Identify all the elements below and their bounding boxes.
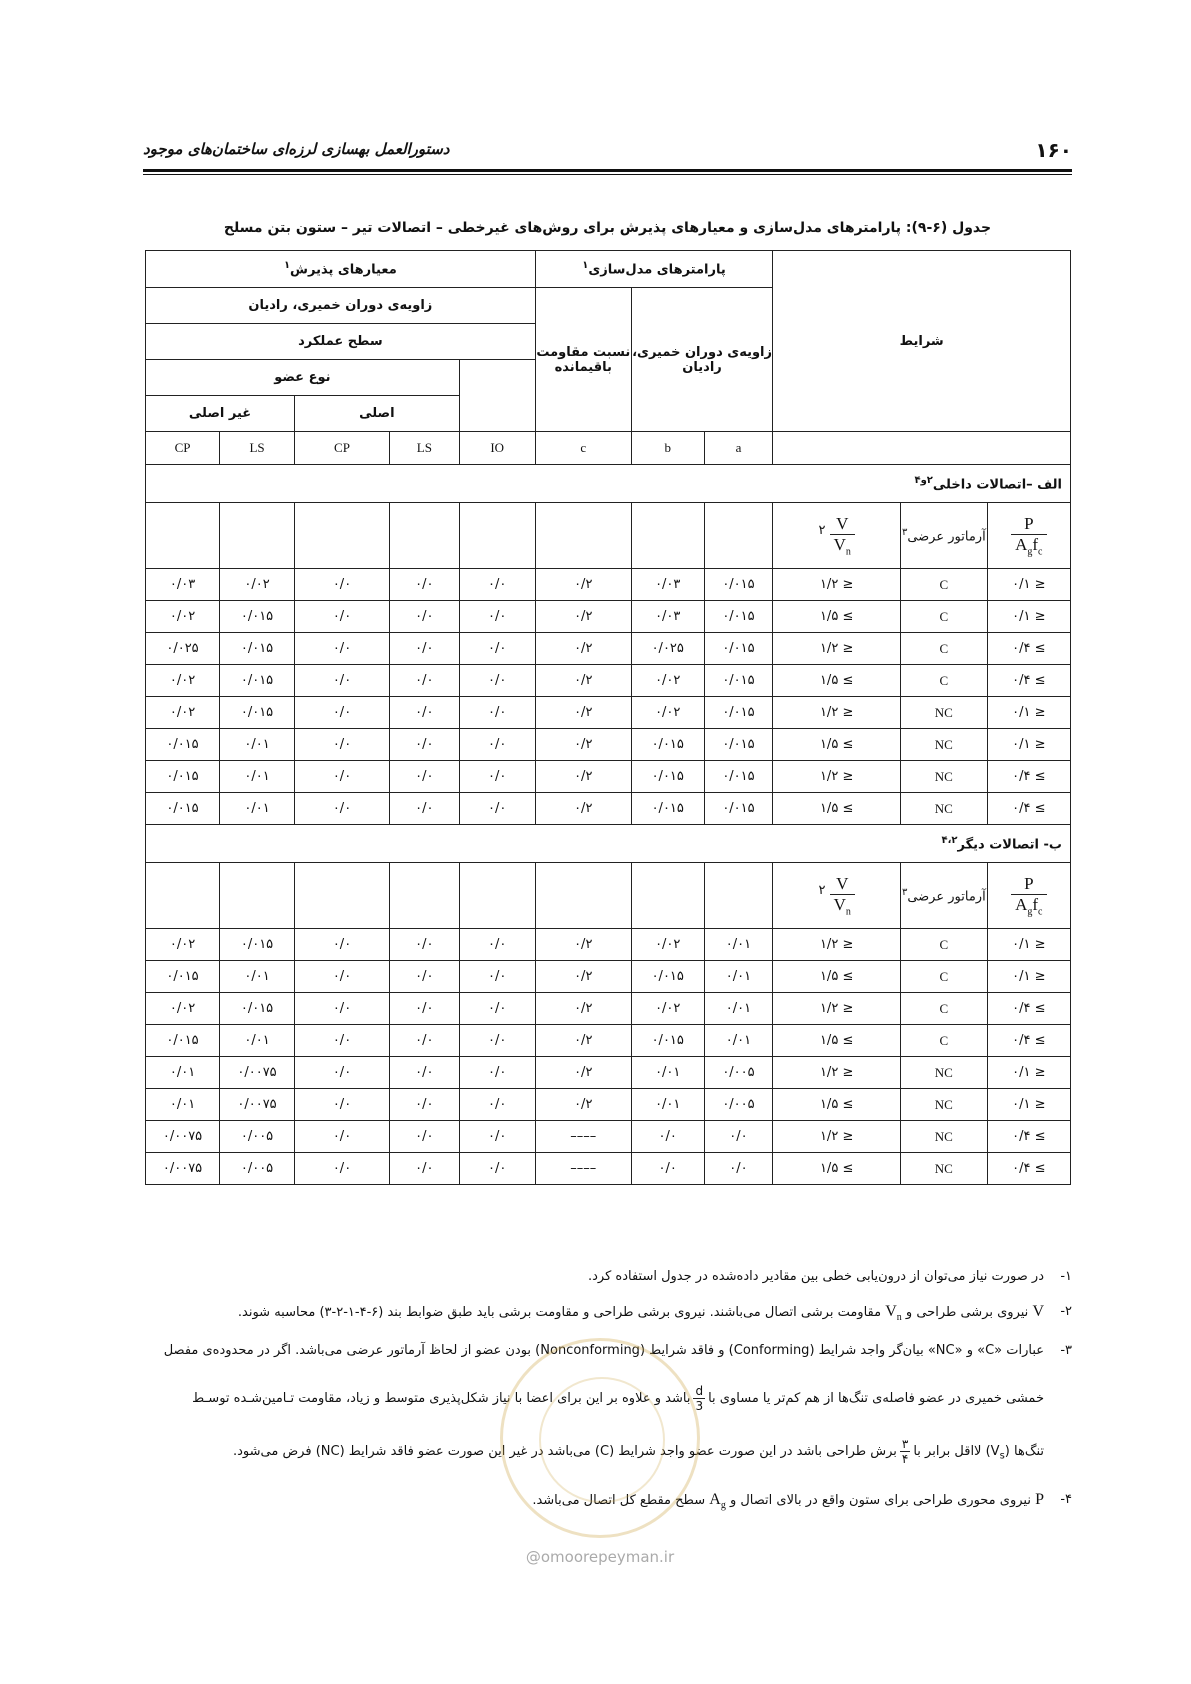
cell-io: ۰/۰ [459,961,535,993]
col-c: c [535,432,631,465]
cell-cp1: ۰/۰ [295,633,390,665]
cell-cp1: ۰/۰ [295,761,390,793]
conditions-header: شرایط [773,251,1071,432]
header-rule-thin [143,174,1072,175]
cell-cp1: ۰/۰ [295,1121,390,1153]
table-row [146,569,1071,601]
blank-cell [295,503,390,569]
cell-ls2: ۰/۰۰۷۵ [220,1089,295,1121]
cell-trans: NC [901,1153,988,1185]
cell-ls1: ۰/۰ [390,729,460,761]
cell-cp1: ۰/۰ [295,665,390,697]
cell-a: ۰/۰۱۵ [704,633,773,665]
cell-trans: C [901,601,988,633]
cell-p: ≥ ۰/۴ [987,1121,1070,1153]
cell-cp2: ۰/۰۲۵ [146,633,220,665]
cell-ls1: ۰/۰ [390,1089,460,1121]
cell-trans: NC [901,1057,988,1089]
cell-io: ۰/۰ [459,697,535,729]
cell-io: ۰/۰ [459,1057,535,1089]
footnote-3: ۳- عبارات «C» و «NC» بیان‌گر واجد شرایط (Conforming) و فاقد شرایط (Nonconforming) بودن عضو از لحاظ آرماتور عرضی می‌باشد. اگر در محدوده‌ی مفصل خمشی خمیری در عضو فاصله‌ی تنگ‌ها از هم کم‌تر یا مساوی با $\frac{d}{3}$ باشد و علاوه بر این برای اعضا با نیاز شکل‌پذیری متوسط و زیاد، مقاومت تـامین‌شـده توسـط تنگ‌ها $(V_s)$ لااقل برابر با ۳ ۴ برش طراحی باشد در این صورت عضو واجد شرایط (C) می‌باشد در غیر این صورت عضو فاقد شرایط (NC) فرض می‌شود. [163,1343,1072,1467]
blank-cell [535,863,631,929]
cell-v: ≥ ۱/۵ [773,1025,901,1057]
table-row [146,961,1071,993]
footnote-4: ۴- P نیروی محوری طراحی برای ستون واقع در بالای اتصال و $A_g$ سطح مقطع کل اتصال می‌باشد. [532,1491,1072,1512]
cell-cp1: ۰/۰ [295,1025,390,1057]
blank-cell [459,863,535,929]
cell-ls2: ۰/۰۱ [220,729,295,761]
cell-p: ≥ ۰/۴ [987,633,1070,665]
plastic-rotation-header: زاویه‌ی دوران خمیری، رادیان [631,288,772,432]
cell-ls2: ۰/۰۱ [220,961,295,993]
acceptance-header: معیارهای پذیرش$^۱$ [146,251,536,288]
cell-p: ≥ ۰/۴ [987,1025,1070,1057]
cell-a: ۰/۰۱۵ [704,665,773,697]
table-row [146,761,1071,793]
cell-cp1: ۰/۰ [295,569,390,601]
cell-io: ۰/۰ [459,1121,535,1153]
blank-cell [220,503,295,569]
cell-ls2: ۰/۰۱۵ [220,633,295,665]
cell-ls1: ۰/۰ [390,793,460,825]
table-row [146,1153,1071,1185]
cell-b: ۰/۰۱۵ [631,761,704,793]
cell-a: ۰/۰۱ [704,993,773,1025]
cell-io: ۰/۰ [459,569,535,601]
cell-ls1: ۰/۰ [390,633,460,665]
cell-a: ۰/۰۱۵ [704,761,773,793]
section-a-title: الف –اتصالات داخلی$^{۲و۴}$ [146,465,1071,503]
cell-ls2: ۰/۰۲ [220,569,295,601]
cell-ls2: ۰/۰۱۵ [220,601,295,633]
cell-a: ۰/۰۱ [704,1025,773,1057]
cell-a: ۰/۰۱۵ [704,569,773,601]
cell-io: ۰/۰ [459,993,535,1025]
cell-c: ۰/۲ [535,793,631,825]
cell-cp2: ۰/۰۱ [146,1057,220,1089]
cell-a: ۰/۰۱۵ [704,729,773,761]
blank-cell [146,503,220,569]
cell-trans: NC [901,1121,988,1153]
col-ls-primary: LS [390,432,460,465]
cell-b: ۰/۰۱ [631,1089,704,1121]
cell-cp1: ۰/۰ [295,729,390,761]
cell-trans: NC [901,729,988,761]
table-row [146,929,1071,961]
subheader-row [146,863,1071,929]
cell-cp2: ۰/۰۲ [146,601,220,633]
watermark-seal [500,1338,700,1538]
performance-level-header: سطح عملکرد [146,324,536,360]
cell-cp2: ۰/۰۱۵ [146,793,220,825]
running-title: دستورالعمل بهسازی لرزه‌ای ساختمان‌های موجود [143,140,450,158]
cell-cp1: ۰/۰ [295,601,390,633]
cell-io: ۰/۰ [459,1089,535,1121]
cell-ls1: ۰/۰ [390,1121,460,1153]
cell-io: ۰/۰ [459,1153,535,1185]
cell-cp1: ۰/۰ [295,1057,390,1089]
cell-c: ۰/۲ [535,601,631,633]
cell-c: ۰/۲ [535,761,631,793]
col-ls-secondary: LS [220,432,295,465]
cell-a: ۰/۰۱۵ [704,601,773,633]
footnote-1: ۱- در صورت نیاز می‌توان از درون‌یابی خطی بین مقادیر داده‌شده در جدول استفاده کرد. [587,1269,1072,1284]
cell-cp2: ۰/۰۰۷۵ [146,1153,220,1185]
table-caption: جدول (۶-۹): پارامترهای مدل‌سازی و معیارهای پذیرش برای روش‌های غیرخطی – اتصالات تیر – ستون بتن مسلح [223,220,992,236]
cell-v: ≤ ۱/۲ [773,1057,901,1089]
conditions-blank [773,432,1071,465]
cell-cp2: ۰/۰۱۵ [146,761,220,793]
cell-b: ۰/۰۲ [631,665,704,697]
cell-ls1: ۰/۰ [390,1057,460,1089]
cell-p: ≤ ۰/۱ [987,601,1070,633]
cell-p: ≥ ۰/۴ [987,993,1070,1025]
page-header [143,138,1072,168]
member-type-header: نوع عضو [146,360,460,396]
blank-cell [459,503,535,569]
table-row [146,1057,1071,1089]
blank-cell [390,863,460,929]
cell-cp1: ۰/۰ [295,697,390,729]
section-b-title: ب- اتصالات دیگر$^{۴،۲}$ [146,825,1071,863]
watermark-text: @omoorepeyman.ir [525,1548,675,1566]
cell-v: ≥ ۱/۵ [773,1153,901,1185]
cell-io: ۰/۰ [459,929,535,961]
cell-trans: C [901,665,988,697]
cell-io: ۰/۰ [459,729,535,761]
transverse-reinforcement-header: آرماتور عرضی$^۳$ [901,863,988,929]
modeling-params-header: پارامترهای مدل‌سازی$^۱$ [535,251,773,288]
cell-cp1: ۰/۰ [295,993,390,1025]
secondary-header: غیر اصلی [146,396,295,432]
cell-a: ۰/۰۱ [704,929,773,961]
cell-v: ≥ ۱/۵ [773,961,901,993]
fraction-d-over-3: $\frac{d}{3}$ [695,1384,704,1414]
col-io: IO [459,432,535,465]
cell-v: ≥ ۱/۵ [773,729,901,761]
table-row [146,697,1071,729]
cell-p: ≥ ۰/۴ [987,793,1070,825]
cell-trans: NC [901,697,988,729]
cell-v: ≤ ۱/۲ [773,993,901,1025]
cell-v: ≤ ۱/۲ [773,929,901,961]
cell-p: ≤ ۰/۱ [987,961,1070,993]
cell-b: ۰/۰۱۵ [631,793,704,825]
blank-cell [535,503,631,569]
cell-trans: NC [901,1089,988,1121]
acceptance-rotation-header: زاویه‌ی دوران خمیری، رادیان [146,288,536,324]
cell-trans: C [901,993,988,1025]
cell-b: ۰/۰ [631,1153,704,1185]
shear-ratio-header: $\frac{V}{V_n}$ $^۲$ [773,863,901,929]
cell-c: ۰/۲ [535,1089,631,1121]
col-cp-secondary: CP [146,432,220,465]
cell-io: ۰/۰ [459,793,535,825]
cell-trans: NC [901,761,988,793]
cell-v: ≤ ۱/۲ [773,569,901,601]
cell-p: ≤ ۰/۱ [987,697,1070,729]
cell-c: –––– [535,1153,631,1185]
cell-ls1: ۰/۰ [390,569,460,601]
cell-trans: C [901,633,988,665]
cell-trans: C [901,961,988,993]
cell-a: ۰/۰۱۵ [704,793,773,825]
cell-a: ۰/۰۰۵ [704,1057,773,1089]
table-row [146,1025,1071,1057]
cell-cp2: ۰/۰۲ [146,993,220,1025]
cell-cp2: ۰/۰۲ [146,697,220,729]
blank-cell [704,863,773,929]
page-number: ۱۶۰ [1035,138,1072,162]
cell-p: ≤ ۰/۱ [987,1057,1070,1089]
shear-ratio-header: $\frac{V}{V_n}$ $^۲$ [773,503,901,569]
cell-ls2: ۰/۰۱ [220,793,295,825]
cell-a: ۰/۰۰۵ [704,1089,773,1121]
cell-cp2: ۰/۰۰۷۵ [146,1121,220,1153]
cell-p: ≤ ۰/۱ [987,1089,1070,1121]
col-cp-primary: CP [295,432,390,465]
blank-cell [631,863,704,929]
primary-header: اصلی [295,396,460,432]
cell-v: ≤ ۱/۲ [773,633,901,665]
cell-c: ۰/۲ [535,665,631,697]
cell-b: ۰/۰۳ [631,601,704,633]
table-row [146,601,1071,633]
cell-p: ≤ ۰/۱ [987,929,1070,961]
table-row [146,1089,1071,1121]
cell-io: ۰/۰ [459,761,535,793]
cell-v: ≥ ۱/۵ [773,793,901,825]
blank-cell [631,503,704,569]
cell-c: ۰/۲ [535,961,631,993]
cell-io: ۰/۰ [459,665,535,697]
cell-b: ۰/۰۱۵ [631,729,704,761]
table-row [146,793,1071,825]
cell-c: ۰/۲ [535,697,631,729]
cell-c: ۰/۲ [535,633,631,665]
section-a-body [146,503,1071,825]
cell-ls2: ۰/۰۱۵ [220,697,295,729]
footnote-2: ۲- V نیروی برشی طراحی و $V_n$ مقاومت برشی اتصال می‌باشند. نیروی برشی طراحی و مقاومت برشی باید طبق ضوابط بند (۶-۴-۱-۲-۳) محاسبه شوند. [237,1303,1072,1324]
cell-cp2: ۰/۰۱ [146,1089,220,1121]
transverse-reinforcement-header: آرماتور عرضی$^۳$ [901,503,988,569]
cell-cp2: ۰/۰۱۵ [146,729,220,761]
cell-ls2: ۰/۰۰۵ [220,1153,295,1185]
cell-cp2: ۰/۰۲ [146,929,220,961]
table-row [146,729,1071,761]
cell-ls2: ۰/۰۱۵ [220,665,295,697]
cell-trans: C [901,1025,988,1057]
cell-cp2: ۰/۰۱۵ [146,961,220,993]
cell-cp1: ۰/۰ [295,929,390,961]
cell-b: ۰/۰۲ [631,697,704,729]
cell-c: ۰/۲ [535,1057,631,1089]
col-a: a [704,432,773,465]
cell-ls2: ۰/۰۱ [220,761,295,793]
cell-ls2: ۰/۰۱۵ [220,993,295,1025]
cell-ls2: ۰/۰۰۷۵ [220,1057,295,1089]
cell-p: ≥ ۰/۴ [987,1153,1070,1185]
cell-a: ۰/۰۱۵ [704,697,773,729]
cell-v: ≤ ۱/۲ [773,1121,901,1153]
table-row [146,665,1071,697]
cell-a: ۰/۰۱ [704,961,773,993]
cell-c: ۰/۲ [535,929,631,961]
cell-ls1: ۰/۰ [390,601,460,633]
cell-b: ۰/۰ [631,1121,704,1153]
cell-b: ۰/۰۱ [631,1057,704,1089]
cell-io: ۰/۰ [459,601,535,633]
cell-cp1: ۰/۰ [295,961,390,993]
cell-ls2: ۰/۰۱ [220,1025,295,1057]
io-spacer [459,360,535,432]
cell-v: ≥ ۱/۵ [773,601,901,633]
residual-strength-header: نسبت مقاومت باقیمانده [535,288,631,432]
cell-cp1: ۰/۰ [295,1153,390,1185]
table-row [146,1121,1071,1153]
cell-b: ۰/۰۲ [631,929,704,961]
axial-ratio-header: P $A_gf_c$ [987,863,1070,929]
cell-ls1: ۰/۰ [390,665,460,697]
cell-ls1: ۰/۰ [390,929,460,961]
cell-io: ۰/۰ [459,633,535,665]
axial-ratio-header: P $A_gf_c$ [987,503,1070,569]
table-row [146,993,1071,1025]
cell-b: ۰/۰۱۵ [631,1025,704,1057]
cell-ls1: ۰/۰ [390,761,460,793]
cell-c: ۰/۲ [535,993,631,1025]
cell-ls1: ۰/۰ [390,993,460,1025]
cell-c: –––– [535,1121,631,1153]
cell-v: ≤ ۱/۲ [773,761,901,793]
cell-ls1: ۰/۰ [390,697,460,729]
cell-v: ≤ ۱/۲ [773,697,901,729]
cell-io: ۰/۰ [459,1025,535,1057]
cell-p: ≥ ۰/۴ [987,761,1070,793]
parameters-table [145,250,1071,1185]
cell-ls1: ۰/۰ [390,1025,460,1057]
cell-ls2: ۰/۰۰۵ [220,1121,295,1153]
cell-ls2: ۰/۰۱۵ [220,929,295,961]
header-rule [143,169,1072,172]
blank-cell [704,503,773,569]
col-b: b [631,432,704,465]
cell-p: ≤ ۰/۱ [987,729,1070,761]
cell-p: ≥ ۰/۴ [987,665,1070,697]
table-row [146,633,1071,665]
cell-c: ۰/۲ [535,1025,631,1057]
section-b-body [146,863,1071,1185]
cell-cp1: ۰/۰ [295,793,390,825]
cell-ls1: ۰/۰ [390,961,460,993]
fraction-three-quarters: ۳ ۴ [901,1437,909,1467]
cell-cp2: ۰/۰۲ [146,665,220,697]
cell-v: ≥ ۱/۵ [773,1089,901,1121]
cell-c: ۰/۲ [535,569,631,601]
cell-cp2: ۰/۰۳ [146,569,220,601]
cell-b: ۰/۰۱۵ [631,961,704,993]
cell-trans: C [901,569,988,601]
cell-ls1: ۰/۰ [390,1153,460,1185]
cell-cp2: ۰/۰۱۵ [146,1025,220,1057]
cell-a: ۰/۰ [704,1153,773,1185]
cell-b: ۰/۰۲ [631,993,704,1025]
blank-cell [390,503,460,569]
cell-v: ≥ ۱/۵ [773,665,901,697]
cell-p: ≤ ۰/۱ [987,569,1070,601]
blank-cell [220,863,295,929]
cell-trans: C [901,929,988,961]
cell-b: ۰/۰۲۵ [631,633,704,665]
blank-cell [146,863,220,929]
cell-b: ۰/۰۳ [631,569,704,601]
subheader-row [146,503,1071,569]
cell-a: ۰/۰ [704,1121,773,1153]
cell-trans: NC [901,793,988,825]
blank-cell [295,863,390,929]
cell-cp1: ۰/۰ [295,1089,390,1121]
cell-c: ۰/۲ [535,729,631,761]
